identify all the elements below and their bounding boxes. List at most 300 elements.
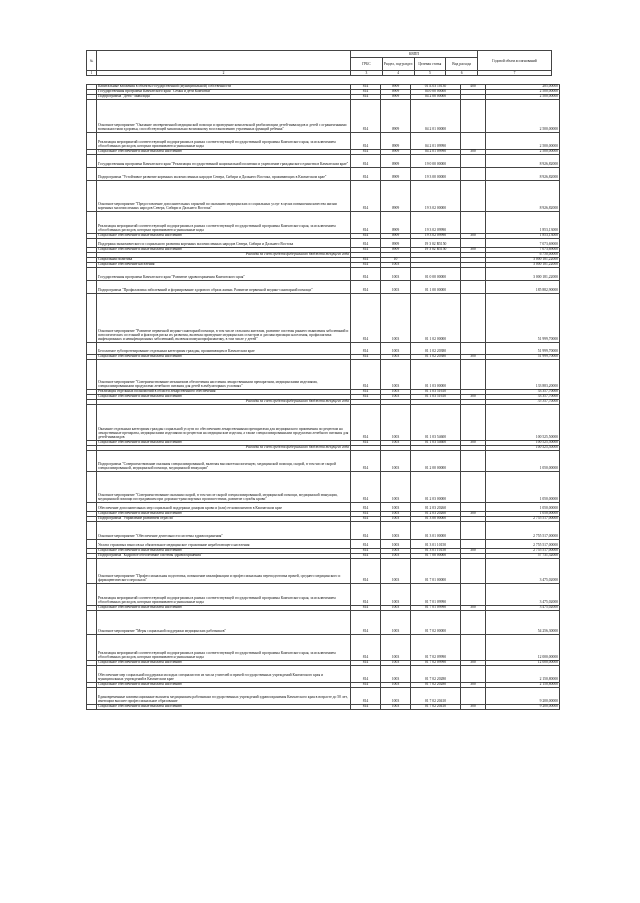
row-amount: 7 073,69000 xyxy=(486,239,560,248)
row-number xyxy=(87,133,97,150)
table-header xyxy=(86,50,552,76)
header-num: № xyxy=(87,51,97,71)
row-amount: 100 525,50000 xyxy=(486,446,560,451)
row-grbs: 814 xyxy=(351,472,381,503)
row-grbs: 814 xyxy=(351,611,381,635)
row-razdel: 1003 xyxy=(381,281,411,294)
row-razdel: 1003 xyxy=(381,360,411,390)
row-amount: 12 000,00000 xyxy=(486,635,560,661)
row-target: 01 2 03 20260 xyxy=(411,512,461,517)
row-razdel: 10 xyxy=(381,258,411,263)
row-name: Социальное обеспечение и иные выплаты населению xyxy=(97,606,351,611)
row-target: 19 3 02 09990 xyxy=(411,212,461,234)
row-target: 04 2 01 09990 xyxy=(411,133,461,150)
row-razdel: 1003 xyxy=(381,559,411,584)
row-grbs: 814 xyxy=(351,343,381,355)
row-grbs: 814 xyxy=(351,294,381,343)
row-name: Социальное обеспечение и иные выплаты населению xyxy=(97,355,351,360)
row-vid xyxy=(461,181,486,212)
table-row xyxy=(87,584,560,606)
row-name: Социальное обеспечение и иные выплаты населению xyxy=(97,234,351,239)
table-row xyxy=(87,360,560,390)
row-amount: 9 200,00000 xyxy=(486,705,560,710)
row-name: Капитальные вложения в объекты государственной (муниципальной) собственности xyxy=(97,85,351,90)
row-grbs: 814 xyxy=(351,212,381,234)
row-name: Государственная программа Камчатского края "Развитие здравоохранения Камчатского края" xyxy=(97,268,351,281)
row-razdel: 1003 xyxy=(381,611,411,635)
row-target: 01 Б 03 10130 xyxy=(411,85,461,90)
row-amount: 2 150,80000 xyxy=(486,666,560,683)
row-number xyxy=(87,611,97,635)
row-target: 01 3 00 00000 xyxy=(411,517,461,522)
row-grbs: 814 xyxy=(351,100,381,133)
header-index: 4 xyxy=(382,71,414,76)
row-amount: 285,00000 xyxy=(486,85,560,90)
row-name: Реализация отдельных полномочий в области лекарственного обеспечения xyxy=(97,390,351,395)
row-target: 01 1 00 00000 xyxy=(411,281,461,294)
row-name: Социальное обеспечение и иные выплаты населению xyxy=(97,248,351,253)
row-grbs: 814 xyxy=(351,268,381,281)
row-name: Социальное обеспечение и иные выплаты населению xyxy=(97,549,351,554)
row-name: Основное мероприятие "Совершенствование оказания скорой, в том числе скорой специализированной, медицинской помощи, медицинской эвакуации, медицинской помощи пострадавшим при дорожно-транспортных происшествиях, развитие службы крови" xyxy=(97,472,351,503)
row-amount: 9 200,00000 xyxy=(486,688,560,705)
row-razdel: 1003 xyxy=(381,441,411,446)
row-name: Социальное обеспечение и иные выплаты населению xyxy=(97,512,351,517)
row-target: 01 7 01 00000 xyxy=(411,559,461,584)
row-target: 19 3 02 R5150 xyxy=(411,248,461,253)
row-razdel: 1003 xyxy=(381,549,411,554)
row-grbs: 814 xyxy=(351,635,381,661)
row-razdel: 1003 xyxy=(381,503,411,512)
row-target: 01 7 02 20280 xyxy=(411,666,461,683)
row-name: Подпрограмма "Устойчивое развитие коренных малочисленных народов Севера, Сибири и Дальнего Востока, проживающих в Камчатском крае" xyxy=(97,168,351,181)
row-razdel: 0909 xyxy=(381,90,411,95)
row-razdel: 0909 xyxy=(381,150,411,155)
row-grbs: 814 xyxy=(351,517,381,522)
table-row xyxy=(87,343,560,355)
row-vid: 300 xyxy=(461,234,486,239)
table-row xyxy=(87,155,560,168)
row-razdel: 1003 xyxy=(381,395,411,400)
row-amount: 51 999,70000 xyxy=(486,355,560,360)
row-amount: 1 050,00000 xyxy=(486,503,560,512)
table-row xyxy=(87,405,560,441)
table-row xyxy=(87,635,560,661)
row-number xyxy=(87,155,97,168)
row-target: 01 7 02 20280 xyxy=(411,683,461,688)
table-row xyxy=(87,268,560,281)
row-grbs: 814 xyxy=(351,441,381,446)
row-amount: 3 000 181,22000 xyxy=(486,258,560,263)
row-target: 01 3 01 00000 xyxy=(411,522,461,540)
table-row xyxy=(87,212,560,234)
header-target: Целевая статья xyxy=(414,58,446,71)
row-vid xyxy=(461,268,486,281)
row-razdel: 1003 xyxy=(381,666,411,683)
row-grbs: 814 xyxy=(351,90,381,95)
header-index: 3 xyxy=(351,71,383,76)
row-number xyxy=(87,281,97,294)
row-name: Подпрограмма "Кадровое обеспечение системы здравоохранения" xyxy=(97,554,351,559)
row-amount: 3 000 181,22000 xyxy=(486,263,560,268)
row-grbs: 814 xyxy=(351,683,381,688)
row-amount: 3 475,02000 xyxy=(486,606,560,611)
row-number xyxy=(87,239,97,248)
row-razdel: 0909 xyxy=(381,95,411,100)
row-grbs: 814 xyxy=(351,85,381,90)
row-razdel: 0909 xyxy=(381,155,411,168)
row-number xyxy=(87,540,97,549)
header-index: 6 xyxy=(446,71,478,76)
row-name: Основное мероприятие "Развитие первичной медико-санитарной помощи, в том числе сельским жителям, развитие системы раннего выявления заболеваний и патологических состояний и факторов риска их развития, включая проведение медицинских осмотров и диспансеризации населения, профилактика инфекционных и неинфекционных заболеваний, включая иммунопрофилактику, в том числе у детей" xyxy=(97,294,351,343)
row-razdel: 1003 xyxy=(381,705,411,710)
row-amount: 2 755 517,00000 xyxy=(486,522,560,540)
row-vid xyxy=(461,405,486,441)
row-amount: 185 882,90000 xyxy=(486,281,560,294)
row-razdel: 1003 xyxy=(381,635,411,661)
row-name: Социальное обеспечение и иные выплаты населению xyxy=(97,395,351,400)
row-name: Социальное обеспечение и иные выплаты населению xyxy=(97,441,351,446)
row-grbs: 814 xyxy=(351,666,381,683)
row-vid xyxy=(461,133,486,150)
row-razdel: 0909 xyxy=(381,85,411,90)
row-amount: 33 357,70000 xyxy=(486,395,560,400)
row-target: 01 7 02 09990 xyxy=(411,635,461,661)
row-razdel: 1003 xyxy=(381,517,411,522)
row-amount: 57 731,32000 xyxy=(486,554,560,559)
row-target: 01 2 03 00000 xyxy=(411,472,461,503)
header-group: КВПП xyxy=(351,51,478,58)
header-index: 2 xyxy=(97,71,351,76)
row-vid xyxy=(461,611,486,635)
row-grbs: 814 xyxy=(351,549,381,554)
row-name: Основное мероприятие "Профессиональная подготовка, повышение квалификации и профессиональная переподготовка врачей, среднего медицинского и фармацевтического персонала" xyxy=(97,559,351,584)
row-grbs: 814 xyxy=(351,155,381,168)
row-target: 01 2 00 00000 xyxy=(411,451,461,472)
row-razdel: 1003 xyxy=(381,584,411,606)
row-vid xyxy=(461,451,486,472)
row-target: 01 1 03 54600 xyxy=(411,441,461,446)
row-grbs: 814 xyxy=(351,512,381,517)
row-razdel: 1003 xyxy=(381,512,411,517)
row-grbs: 814 xyxy=(351,503,381,512)
row-name: Поддержка экономического и социального развития коренных малочисленных народов Севера, Сибири и Дальнего Востока xyxy=(97,239,351,248)
row-razdel: 1003 xyxy=(381,405,411,441)
row-razdel: 1003 xyxy=(381,355,411,360)
row-name: Расходы за счет средств федерального бюджета текущего года xyxy=(97,446,351,451)
row-amount: 6 730,00000 xyxy=(486,253,560,258)
row-number xyxy=(87,168,97,181)
row-target: 19 3 00 00000 xyxy=(411,168,461,181)
row-name: Социальное обеспечение населения xyxy=(97,263,351,268)
row-amount: 2 755 517,00000 xyxy=(486,517,560,522)
row-target: 01 3 01 10150 xyxy=(411,549,461,554)
row-razdel: 1003 xyxy=(381,688,411,705)
row-vid: 300 xyxy=(461,512,486,517)
row-razdel: 1003 xyxy=(381,661,411,666)
row-number xyxy=(87,294,97,343)
row-vid xyxy=(461,635,486,661)
row-name: Обеспечение мер социальной поддержки молодых специалистов из числа учителей и врачей государственных учреждений Камчатского края и муниципальных учреждений в Камчатском крае xyxy=(97,666,351,683)
row-number xyxy=(87,666,97,683)
row-number xyxy=(87,405,97,441)
row-name: Реализация мероприятий соответствующей подпрограммы в рамках соответствующей государственной программы Камчатского края, за исключением обособленных расходов, которым присваиваются уникальные коды xyxy=(97,584,351,606)
row-grbs: 814 xyxy=(351,688,381,705)
row-vid xyxy=(461,666,486,683)
table-row xyxy=(87,294,560,343)
table-row xyxy=(87,100,560,133)
table-row xyxy=(87,451,560,472)
row-razdel: 1003 xyxy=(381,554,411,559)
row-name: Социальная политика xyxy=(97,258,351,263)
row-amount: 3 475,02000 xyxy=(486,584,560,606)
row-name: Подпрограмма "Управление развитием отрасли" xyxy=(97,517,351,522)
row-target: 01 7 00 00000 xyxy=(411,554,461,559)
row-razdel: 1003 xyxy=(381,294,411,343)
row-amount: 2 500,00000 xyxy=(486,90,560,95)
row-target: 01 1 02 20380 xyxy=(411,343,461,355)
row-target: 01 1 02 20380 xyxy=(411,355,461,360)
row-vid xyxy=(461,522,486,540)
row-razdel: 0909 xyxy=(381,239,411,248)
row-target: 04 2 01 09990 xyxy=(411,150,461,155)
row-number xyxy=(87,522,97,540)
row-razdel: 1003 xyxy=(381,268,411,281)
row-razdel: 0909 xyxy=(381,248,411,253)
row-grbs: 814 xyxy=(351,360,381,390)
row-razdel: 1003 xyxy=(381,390,411,395)
row-grbs: 814 xyxy=(351,263,381,268)
row-razdel: 1003 xyxy=(381,472,411,503)
row-grbs: 814 xyxy=(351,451,381,472)
row-grbs: 814 xyxy=(351,522,381,540)
header-razdel: Раздел, под-раздел xyxy=(382,58,414,71)
row-name: Социальное обеспечение и иные выплаты населению xyxy=(97,661,351,666)
row-grbs: 814 xyxy=(351,258,381,263)
row-amount: 1 050,00000 xyxy=(486,512,560,517)
header-volume: Годовой объем ассигнований xyxy=(478,51,552,71)
row-vid: 300 xyxy=(461,661,486,666)
table-row xyxy=(87,705,560,710)
row-vid xyxy=(461,584,486,606)
row-grbs: 814 xyxy=(351,239,381,248)
row-razdel: 0909 xyxy=(381,212,411,234)
row-target: 19 3 02 00000 xyxy=(411,181,461,212)
row-target: 01 7 01 09990 xyxy=(411,584,461,606)
row-name: Обеспечение дополнительных мер социальной поддержки донорам крови и (или) ее компонентов в Камчатском крае xyxy=(97,503,351,512)
row-name: Единовременные компенсационные выплаты медицинским работникам государственных учреждений здравоохранения Камчатского края в возрасте до 50 лет, имеющим высшее профессиональное образование xyxy=(97,688,351,705)
row-razdel: 1003 xyxy=(381,683,411,688)
row-grbs: 814 xyxy=(351,540,381,549)
row-target: 01 7 01 09990 xyxy=(411,606,461,611)
row-vid: 300 xyxy=(461,150,486,155)
row-amount: 1 853,13000 xyxy=(486,234,560,239)
row-amount: 1 050,00000 xyxy=(486,451,560,472)
row-vid xyxy=(461,343,486,355)
table-row xyxy=(87,133,560,150)
row-number xyxy=(87,100,97,133)
row-number xyxy=(87,212,97,234)
table-row xyxy=(87,472,560,503)
row-name: Расходы за счет средств федерального бюджета текущего года xyxy=(97,400,351,405)
header-grbs: ГРБС xyxy=(351,58,383,71)
row-grbs: 814 xyxy=(351,405,381,441)
row-target: 01 3 01 10150 xyxy=(411,540,461,549)
row-name: Основное мероприятие "Меры социальной поддержки медицинских работников" xyxy=(97,611,351,635)
row-number xyxy=(87,635,97,661)
row-target: 04 2 00 00000 xyxy=(411,95,461,100)
row-name: Бесплатное зубопротезирование отдельным категориям граждан, проживающим в Камчатском крае xyxy=(97,343,351,355)
row-amount: 8 926,82000 xyxy=(486,181,560,212)
row-razdel: 0909 xyxy=(381,100,411,133)
row-number xyxy=(87,559,97,584)
row-name: Социальное обеспечение и иные выплаты населению xyxy=(97,683,351,688)
row-target: 01 7 02 20410 xyxy=(411,705,461,710)
row-name: Социальное обеспечение и иные выплаты населению xyxy=(97,705,351,710)
row-amount: 3 475,02000 xyxy=(486,559,560,584)
header-name xyxy=(97,51,351,71)
row-name: Расходы за счет средств федерального бюджета текущего года xyxy=(97,253,351,258)
row-number xyxy=(87,584,97,606)
row-razdel: 1003 xyxy=(381,343,411,355)
row-vid xyxy=(461,100,486,133)
row-grbs: 814 xyxy=(351,606,381,611)
row-name: Реализация мероприятий соответствующей подпрограммы в рамках соответствующей государственной программы Камчатского края, за исключением обособленных расходов, которым присваиваются уникальные коды xyxy=(97,212,351,234)
row-razdel: 1003 xyxy=(381,522,411,540)
row-name: Оказание отдельным категориям граждан социальной услуги по обеспечению лекарственными препаратами для медицинского применения по рецептам на лекарственные препараты, медицинскими изделиями по рецептам на медицинские изделия, а также специализированными продуктами лечебного питания для детей-инвалидов xyxy=(97,405,351,441)
row-amount: 133 883,20000 xyxy=(486,360,560,390)
row-vid: 300 xyxy=(461,683,486,688)
table-row xyxy=(87,611,560,635)
row-grbs: 814 xyxy=(351,705,381,710)
row-amount: 100 525,50000 xyxy=(486,405,560,441)
row-grbs: 814 xyxy=(351,168,381,181)
row-vid: 300 xyxy=(461,705,486,710)
row-number xyxy=(87,360,97,390)
row-razdel: 0909 xyxy=(381,234,411,239)
row-vid: 300 xyxy=(461,355,486,360)
row-amount: 2 500,00000 xyxy=(486,150,560,155)
row-grbs: 814 xyxy=(351,554,381,559)
table-row xyxy=(87,168,560,181)
row-vid xyxy=(461,155,486,168)
row-target: 01 1 03 54600 xyxy=(411,405,461,441)
row-razdel: 1003 xyxy=(381,451,411,472)
row-vid: 300 xyxy=(461,549,486,554)
row-grbs: 814 xyxy=(351,150,381,155)
row-target: 01 1 03 51610 xyxy=(411,390,461,395)
row-number xyxy=(87,451,97,472)
row-name: Основное мероприятие "Оказание своевременной медицинской помощи и проведение комплексной реабилитации детей-инвалидов и детей с ограниченными возможностями здоровья, способствующей максимально возможному восстановлению утраченных функций ребенка" xyxy=(97,100,351,133)
row-amount: 2 755 517,00000 xyxy=(486,540,560,549)
row-target: 01 7 02 00000 xyxy=(411,611,461,635)
row-grbs: 814 xyxy=(351,95,381,100)
row-vid xyxy=(461,168,486,181)
row-name: Государственная программа Камчатского края "Семья и дети Камчатки" xyxy=(97,90,351,95)
row-amount: 12 000,00000 xyxy=(486,661,560,666)
row-name: Основное мероприятие "Совершенствование механизмов обеспечения населения лекарственными препаратами, медицинскими изделиями, специализированными продуктами лечебного питания для детей в амбулаторных условиях" xyxy=(97,360,351,390)
row-razdel: 1003 xyxy=(381,263,411,268)
row-amount: 2 500,00000 xyxy=(486,100,560,133)
row-name: Подпрограмма "Дети - инвалиды" xyxy=(97,95,351,100)
row-target: 19 0 00 00000 xyxy=(411,155,461,168)
budget-table-sheet xyxy=(86,50,558,710)
row-amount: 2 150,80000 xyxy=(486,683,560,688)
row-target: 04 0 00 00000 xyxy=(411,90,461,95)
row-vid xyxy=(461,281,486,294)
row-number xyxy=(87,503,97,512)
row-name: Государственная программа Камчатского края "Реализация государственной национальной политики и укрепление гражданского единства в Камчатском крае" xyxy=(97,155,351,168)
row-amount: 8 926,82000 xyxy=(486,155,560,168)
row-amount: 51 999,70000 xyxy=(486,294,560,343)
table-row xyxy=(87,281,560,294)
row-number xyxy=(87,688,97,705)
row-name: Реализация мероприятий соответствующей подпрограммы в рамках соответствующей государственной программы Камчатского края, за исключением обособленных расходов, которым присваиваются уникальные коды xyxy=(97,133,351,150)
row-amount: 51 999,70000 xyxy=(486,343,560,355)
row-target: 01 7 02 20410 xyxy=(411,688,461,705)
row-grbs: 814 xyxy=(351,355,381,360)
row-grbs: 814 xyxy=(351,248,381,253)
table-row xyxy=(87,666,560,683)
row-vid: 300 xyxy=(461,606,486,611)
row-target: 19 3 02 09990 xyxy=(411,234,461,239)
row-target: 01 2 03 20260 xyxy=(411,503,461,512)
row-vid xyxy=(461,212,486,234)
row-target: 01 1 03 00000 xyxy=(411,360,461,390)
row-name: Социальное обеспечение и иные выплаты населению xyxy=(97,150,351,155)
row-amount: 54 256,30000 xyxy=(486,611,560,635)
row-name: Уплата страховых взносов на обязательное медицинское страхование неработающего населения xyxy=(97,540,351,549)
table-row xyxy=(87,559,560,584)
row-amount: 100 525,50000 xyxy=(486,441,560,446)
row-vid xyxy=(461,360,486,390)
row-grbs: 814 xyxy=(351,181,381,212)
row-amount: 8 926,82000 xyxy=(486,168,560,181)
row-grbs: 814 xyxy=(351,133,381,150)
table-row xyxy=(87,181,560,212)
row-target: 01 7 02 09990 xyxy=(411,661,461,666)
row-razdel: 0909 xyxy=(381,133,411,150)
row-vid xyxy=(461,559,486,584)
row-razdel: 0909 xyxy=(381,181,411,212)
table-row xyxy=(87,522,560,540)
row-vid: 300 xyxy=(461,248,486,253)
header-index: 1 xyxy=(87,71,97,76)
row-vid xyxy=(461,294,486,343)
row-grbs: 814 xyxy=(351,559,381,584)
header-vid: Вид расхода xyxy=(446,58,478,71)
row-name: Подпрограмма "Профилактика заболеваний и формирование здорового образа жизни. Развитие первичной медико-санитарной помощи" xyxy=(97,281,351,294)
row-grbs: 814 xyxy=(351,281,381,294)
row-amount: 2 500,00000 xyxy=(486,95,560,100)
row-number xyxy=(87,343,97,355)
row-amount: 2 500,00000 xyxy=(486,133,560,150)
header-index: 7 xyxy=(478,71,552,76)
row-razdel: 0909 xyxy=(381,168,411,181)
row-grbs: 814 xyxy=(351,390,381,395)
row-amount: 1 853,13000 xyxy=(486,212,560,234)
row-target: 19 3 02 R5150 xyxy=(411,239,461,248)
row-target: 01 0 00 00000 xyxy=(411,268,461,281)
row-amount: 33 357,70000 xyxy=(486,390,560,395)
row-vid xyxy=(461,688,486,705)
row-number xyxy=(87,268,97,281)
row-amount: 7 073,69000 xyxy=(486,248,560,253)
row-number xyxy=(87,181,97,212)
row-amount: 33 357,70000 xyxy=(486,400,560,405)
row-razdel: 1003 xyxy=(381,540,411,549)
row-vid xyxy=(461,472,486,503)
